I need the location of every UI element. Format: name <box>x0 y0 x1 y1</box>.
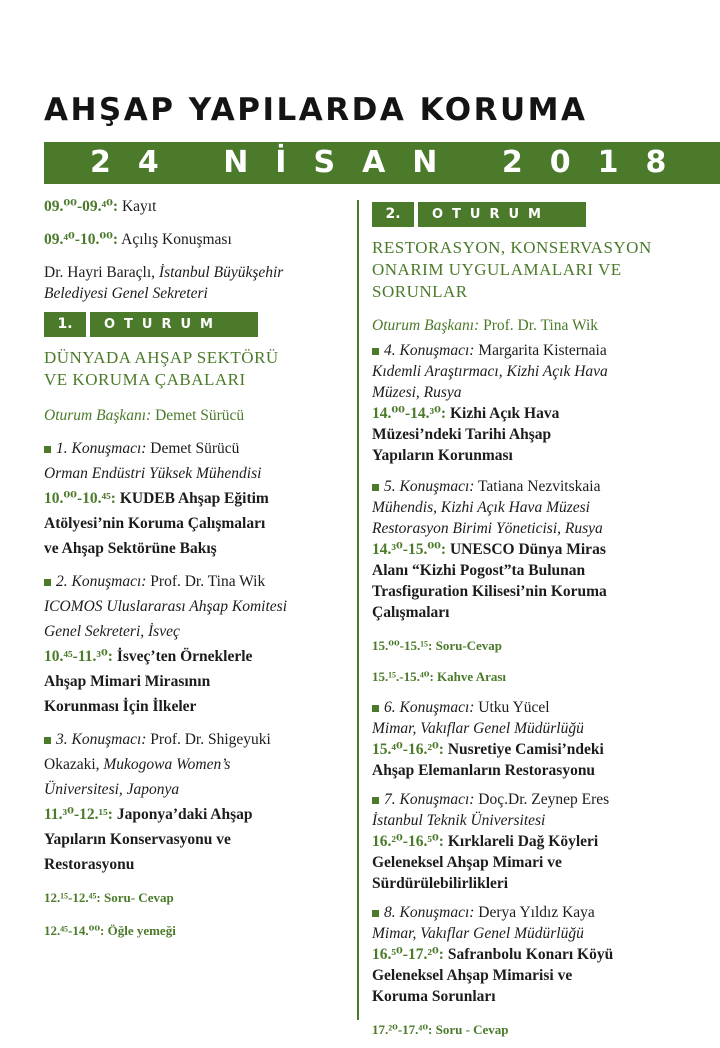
time-label: 16.⁵⁰-17.²⁰: <box>372 946 444 963</box>
talk-title: UNESCO Dünya Miras <box>449 541 606 558</box>
speaker-role: Müzesi, Rusya <box>372 384 462 401</box>
session-number: 1. <box>44 312 90 337</box>
section-title: ONARIM UYGULAMALARI VE <box>372 260 622 279</box>
talk-title: Ahşap Mimari Mirasının <box>44 673 211 690</box>
speaker-name: Prof. Dr. Tina Wik <box>150 573 266 590</box>
bullet-icon <box>372 910 379 917</box>
session-label: OTURUM <box>90 312 258 337</box>
speaker-role: İstanbul Büyükşehir <box>158 264 284 281</box>
session-chair <box>372 315 712 336</box>
section-title: RESTORASYON, KONSERVASYON <box>372 238 652 257</box>
bullet-icon <box>44 737 51 744</box>
section-title: SORUNLAR <box>372 282 468 301</box>
speaker-name: Prof. Dr. Shigeyuki <box>150 731 271 748</box>
talk-number: 2. Konuşmacı: <box>56 573 147 590</box>
bullet-icon <box>372 348 379 355</box>
time-label: 10.⁴⁵-11.³⁰: <box>44 648 113 665</box>
bullet-icon <box>372 484 379 491</box>
speaker-role: Mimar, Vakıflar Genel Müdürlüğü <box>372 720 584 737</box>
speaker-role: Üniversitesi, Japonya <box>44 781 180 798</box>
speaker-role: Restorasyon Birimi Yöneticisi, Rusya <box>372 520 603 537</box>
break-item <box>372 635 712 656</box>
talk-title: KUDEB Ahşap Eğitim <box>119 490 269 507</box>
talk-title: İsveç’ten Örneklerle <box>116 648 253 665</box>
talk-number: 3. Konuşmacı: <box>56 731 147 748</box>
speaker-name: Derya Yıldız Kaya <box>478 904 595 921</box>
talk-title: Japonya’daki Ahşap <box>116 806 253 823</box>
time-label: 15.¹⁵.-15.⁴⁰: <box>372 669 434 684</box>
talk-number: 1. Konuşmacı: <box>56 440 147 457</box>
time-label: 09.⁴⁰-10.⁰⁰: <box>44 231 119 248</box>
time-label: 16.²⁰-16.⁵⁰: <box>372 833 444 850</box>
talk-title: Çalışmaları <box>372 604 450 621</box>
speaker-role: İstanbul Teknik Üniversitesi <box>372 812 546 829</box>
talk-title: Ahşap Elemanların Restorasyonu <box>372 762 596 779</box>
time-label: 11.³⁰-12.¹⁵: <box>44 806 113 823</box>
session-chair <box>44 405 354 426</box>
talk-1 <box>44 438 354 559</box>
talk-number: 5. Konuşmacı: <box>384 478 475 495</box>
talk-6 <box>372 697 712 781</box>
time-label: 12.⁴⁵-14.⁰⁰: <box>44 923 105 938</box>
bullet-icon <box>372 705 379 712</box>
bullet-icon <box>44 579 51 586</box>
talk-title: Müzesi’ndeki Tarihi Ahşap <box>372 426 552 443</box>
speaker-role: Mukogowa Women’s <box>103 756 231 773</box>
speaker-role: Mühendis, Kizhi Açık Hava Müzesi <box>372 499 590 516</box>
time-label: 12.¹⁵-12.⁴⁵: <box>44 890 101 905</box>
time-label: 10.⁰⁰-10.⁴⁵: <box>44 490 116 507</box>
talk-title: Kizhi Açık Hava <box>449 405 560 422</box>
item-label: Öğle yemeği <box>107 923 176 938</box>
talk-title: Sürdürülebilirlikleri <box>372 875 509 892</box>
talk-title: Koruma Sorunları <box>372 988 496 1005</box>
speaker-name: Doç.Dr. Zeynep Eres <box>478 791 610 808</box>
talk-number: 6. Konuşmacı: <box>384 699 475 716</box>
bullet-icon <box>44 446 51 453</box>
time-label: 14.³⁰-15.⁰⁰: <box>372 541 447 558</box>
time-label: 09.⁰⁰-09.⁴⁰: <box>44 198 119 215</box>
left-column <box>44 196 354 941</box>
talk-3 <box>44 729 354 875</box>
talk-title: Nusretiye Camisi’ndeki <box>447 741 604 758</box>
talk-number: 4. Konuşmacı: <box>384 342 475 359</box>
time-label: 15.⁴⁰-16.²⁰: <box>372 741 444 758</box>
talk-2 <box>44 571 354 717</box>
speaker-name: Dr. Hayri Baraçlı, <box>44 264 156 281</box>
speaker-name: Margarita Kisternaia <box>478 342 607 359</box>
time-label: 14.⁰⁰-14.³⁰: <box>372 405 447 422</box>
speaker-role: Kıdemli Araştırmacı, Kizhi Açık Hava <box>372 363 608 380</box>
item-label: Açılış Konuşması <box>121 231 232 248</box>
date-banner: 24 NİSAN 2018 <box>44 142 720 184</box>
speaker-role: Belediyesi Genel Sekreteri <box>44 285 208 302</box>
talk-title: Alanı “Kizhi Pogost”ta Bulunan <box>372 562 586 579</box>
session-number: 2. <box>372 202 418 227</box>
break-item <box>44 887 354 908</box>
talk-title: ve Ahşap Sektörüne Bakış <box>44 540 217 557</box>
break-item <box>44 920 354 941</box>
talk-8 <box>372 902 712 1007</box>
opening-speaker <box>44 262 354 283</box>
talk-title: Yapıların Korunması <box>372 447 513 464</box>
break-item <box>372 1019 712 1040</box>
chair-name: Prof. Dr. Tina Wik <box>483 317 599 334</box>
talk-number: 8. Konuşmacı: <box>384 904 475 921</box>
chair-label: Oturum Başkanı: <box>44 407 152 424</box>
speaker-name: Demet Sürücü <box>150 440 240 457</box>
speaker-role: Genel Sekreteri, İsveç <box>44 623 180 640</box>
speaker-role: Orman Endüstri Yüksek Mühendisi <box>44 465 262 482</box>
speaker-name: Okazaki, <box>44 756 100 773</box>
section-title: VE KORUMA ÇABALARI <box>44 370 246 389</box>
talk-4 <box>372 340 712 466</box>
session-label: OTURUM <box>418 202 586 227</box>
item-label: Kahve Arası <box>437 669 507 684</box>
talk-title: Restorasyonu <box>44 856 135 873</box>
section-title: DÜNYADA AHŞAP SEKTÖRÜ <box>44 348 279 367</box>
item-label: Soru- Cevap <box>104 890 174 905</box>
bullet-icon <box>372 797 379 804</box>
right-column <box>372 196 712 1040</box>
speaker-name: Tatiana Nezvitskaia <box>478 478 601 495</box>
talk-title: Safranbolu Konarı Köyü <box>447 946 614 963</box>
talk-title: Geleneksel Ahşap Mimarisi ve <box>372 967 573 984</box>
talk-title: Trasfiguration Kilisesi’nin Koruma <box>372 583 607 600</box>
talk-title: Korunması İçin İlkeler <box>44 698 197 715</box>
talk-title: Kırklareli Dağ Köyleri <box>447 833 599 850</box>
chair-name: Demet Sürücü <box>155 407 245 424</box>
talk-7 <box>372 789 712 894</box>
item-label: Kayıt <box>121 198 157 215</box>
chair-label: Oturum Başkanı: <box>372 317 480 334</box>
session-1-header <box>44 312 258 337</box>
talk-5 <box>372 476 712 623</box>
column-divider <box>357 200 359 1020</box>
session-2-header <box>372 202 586 227</box>
item-label: Soru-Cevap <box>435 638 503 653</box>
talk-title: Geleneksel Ahşap Mimari ve <box>372 854 562 871</box>
speaker-name: Utku Yücel <box>478 699 550 716</box>
speaker-role: Mimar, Vakıflar Genel Müdürlüğü <box>372 925 584 942</box>
time-label: 15.⁰⁰-15.¹⁵: <box>372 638 433 653</box>
break-item <box>372 666 712 687</box>
item-label: Soru - Cevap <box>435 1022 509 1037</box>
schedule-item-kayit <box>44 196 354 217</box>
speaker-role: ICOMOS Uluslararası Ahşap Komitesi <box>44 598 287 615</box>
page-title: AHŞAP YAPILARDA KORUMA <box>44 92 588 128</box>
talk-number: 7. Konuşmacı: <box>384 791 475 808</box>
schedule-item-acilis <box>44 229 354 250</box>
talk-title: Atölyesi’nin Koruma Çalışmaları <box>44 515 266 532</box>
talk-title: Yapıların Konservasyonu ve <box>44 831 231 848</box>
time-label: 17.²⁰-17.⁴⁰: <box>372 1022 433 1037</box>
